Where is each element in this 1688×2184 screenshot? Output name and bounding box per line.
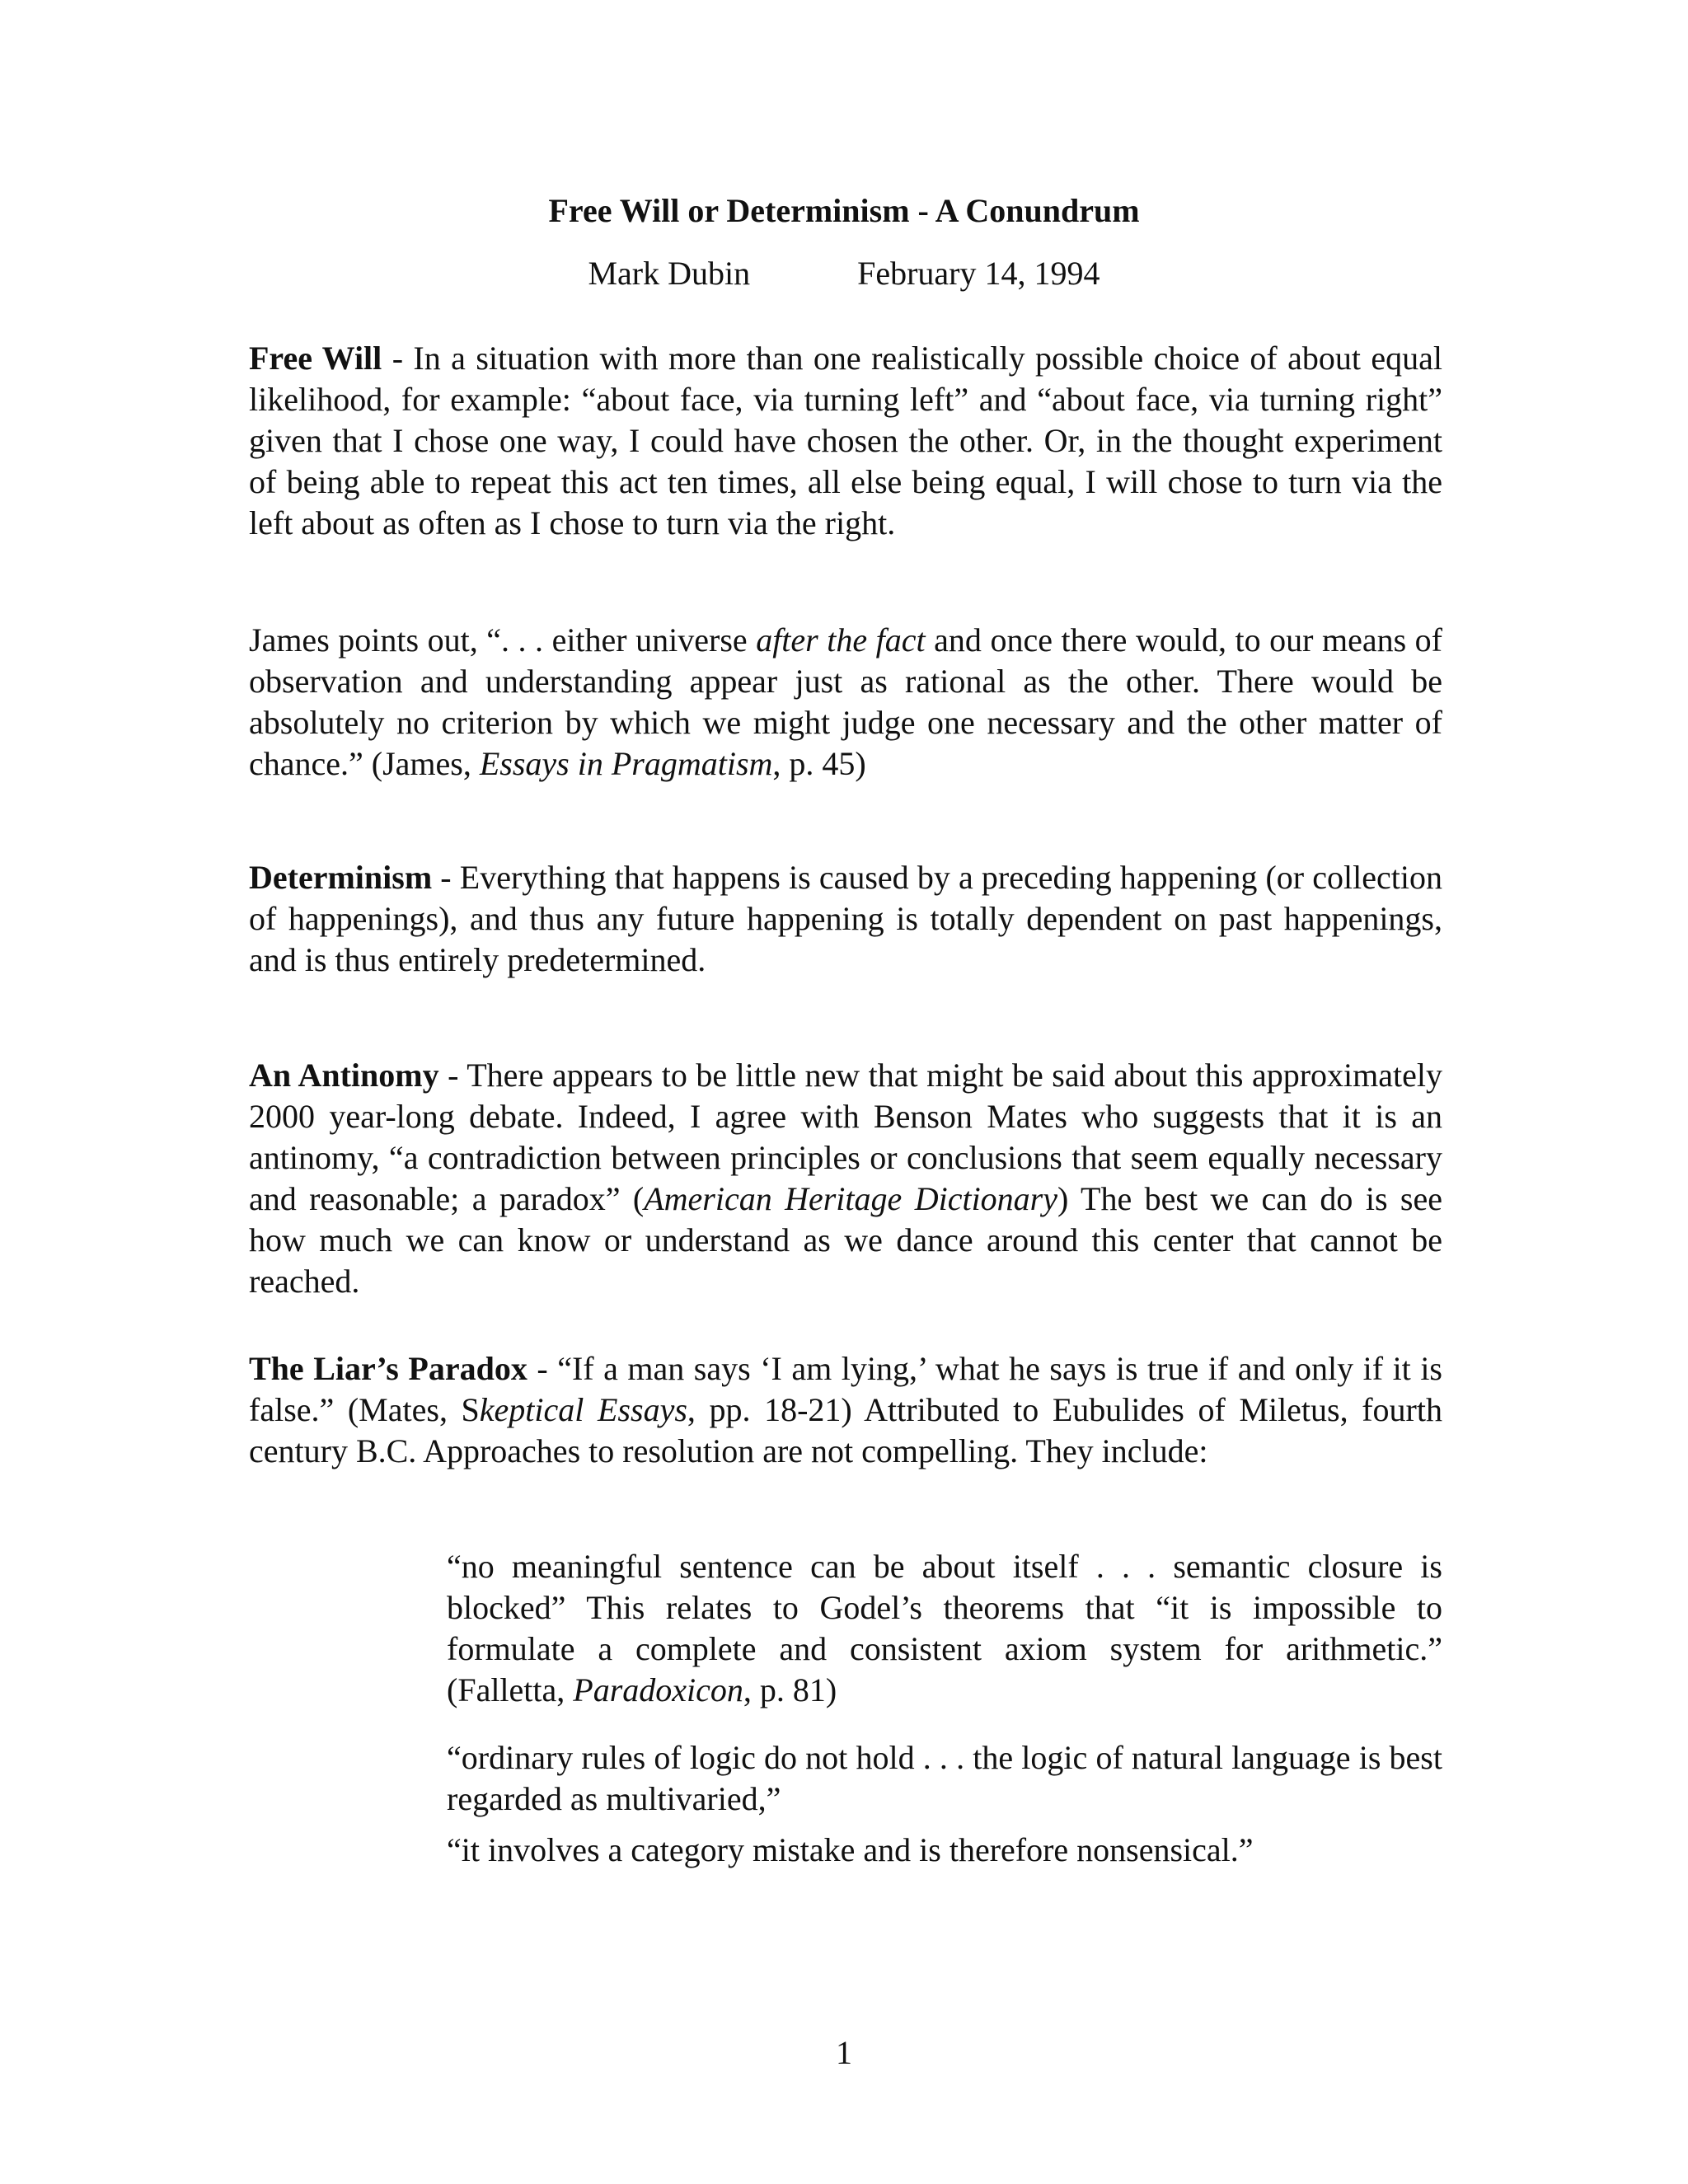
approach-quote-1-citation-title: Paradoxicon [573, 1671, 743, 1708]
antinomy-citation-title: American Heritage Dictionary [644, 1180, 1058, 1217]
approach-quote-1-citation-tail: , p. 81) [743, 1671, 837, 1708]
james-emphasis: after the fact [756, 621, 926, 658]
james-text-before: James points out, “. . . either universe [249, 621, 757, 658]
determinism-paragraph [249, 857, 1442, 981]
james-paragraph [249, 620, 1442, 785]
liars-paradox-term: The Liar’s Paradox [249, 1350, 528, 1387]
approach-quote-3-text: “it involves a category mistake and is therefore nonsensical.” [447, 1831, 1254, 1868]
free-will-paragraph [249, 338, 1442, 544]
approach-quote-1 [447, 1546, 1442, 1711]
approach-quote-2 [447, 1737, 1442, 1820]
james-citation-title: Essays in Pragmatism [479, 745, 773, 782]
free-will-text: - In a situation with more than one realistically possible choice of about equal likelihood, for example: “about face, via turning left” and “about face, via turning right” given that I chose one way, I could have chosen the other. Or, in the thought experiment of being able to repeat this act ten times, all else being equal, I will chose to turn via the left about as often as I chose to turn via the right. [249, 340, 1442, 541]
james-citation-tail: , p. 45) [772, 745, 866, 782]
document-title: Free Will or Determinism - A Conundrum [548, 192, 1140, 229]
approach-quote-1-text: “no meaningful sentence can be about itself . . . semantic closure is blocked” This relates to Godel’s theorems that “it is impossible to formulate a complete and consistent axiom system for arithmetic.” (Falletta, [447, 1548, 1442, 1708]
free-will-term: Free Will [249, 340, 382, 377]
liars-paradox-citation-title: keptical Essays [479, 1391, 687, 1428]
byline [0, 251, 1688, 297]
determinism-text: - Everything that happens is caused by a preceding happening (or collection of happenings), and thus any future happening is totally dependent on past happenings, and is thus entirely predetermined. [249, 859, 1442, 978]
antinomy-text: - There appears to be little new that might be said about this approximately 2000 year-long debate. Indeed, I agree with Benson Mates who suggests that it is an antinomy, “a contradiction between principles or conclusions that seem equally necessary and reasonable; a paradox” ( [249, 1057, 1442, 1217]
liars-paradox-text-after: , pp. 18-21) Attributed to Eubulides of Miletus, fourth century B.C. Approaches to resolution are not compelling. They include: [249, 1391, 1442, 1469]
approach-quote-2-text: “ordinary rules of logic do not hold . . . the logic of natural language is best regarded as multivaried,” [447, 1739, 1442, 1817]
james-text-after: and once there would, to our means of observation and understanding appear just as rational as the other. There would be absolutely no criterion by which we might judge one necessary and the other matter of chance.” (James, [249, 621, 1442, 782]
determinism-term: Determinism [249, 859, 433, 896]
liars-paradox-text: - “If a man says ‘I am lying,’ what he says is true if and only if it is false.” (Mates, S [249, 1350, 1442, 1428]
page-number: 1 [836, 2034, 852, 2071]
antinomy-text-after: ) The best we can do is see how much we can know or understand as we dance around this center that cannot be reached. [249, 1180, 1443, 1300]
liars-paradox-paragraph [249, 1348, 1442, 1472]
document-date: February 14, 1994 [857, 255, 1100, 292]
antinomy-paragraph [249, 1055, 1442, 1302]
author-name: Mark Dubin [588, 255, 751, 292]
antinomy-term: An Antinomy [249, 1057, 439, 1094]
approach-quote-3 [447, 1830, 1442, 1871]
